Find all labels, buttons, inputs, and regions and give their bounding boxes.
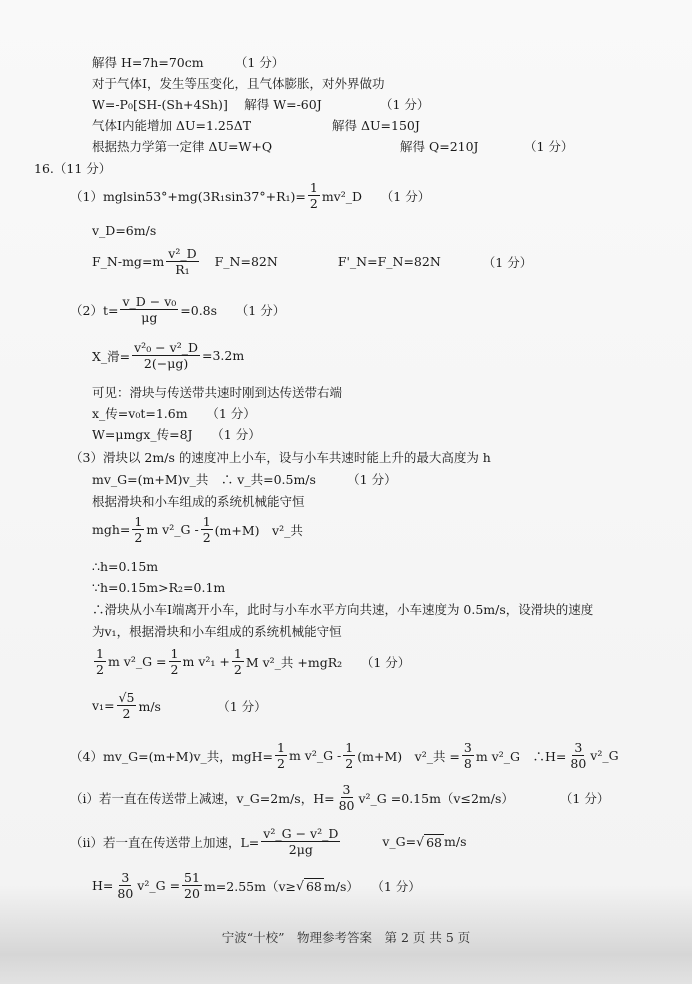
page-footer: 宁波“十校” 物理参考答案 第 2 页 共 5 页 (221, 930, 471, 945)
line-first-law: 根据热力学第一定律 ΔU=W+Q (92, 139, 273, 154)
eq-max-height: mgh= $\frac{1}{2}$ m v²_G - $\frac{1}{2}$ (m+M) v²_共 (92, 514, 303, 545)
line-energy-conservation: 根据滑块和小车组成的系统机械能守恒 (92, 494, 305, 509)
line-work-eq: W=-P₀[SH-(Sh+4Sh)] 解得 W=-60J (92, 97, 322, 112)
line-gas-isobaric: 对于气体I，发生等压变化，且气体膨胀，对外界做功 (92, 76, 385, 91)
line-belt-displacement: x_传=v₀t=1.6m （1 分） (92, 406, 256, 421)
line-observation: 可见：滑块与传送带共速时刚到达传送带右端 (92, 385, 343, 400)
eq-H-result: H= $\frac{3}{80}$ v²_G = $\frac{51}{20}$ m=2.55m（v≥ √ 68 m/s） （1 分） (92, 870, 421, 901)
line-leave-cart: ∴滑块从小车I端离开小车，此时与小车水平方向共速，小车速度为 0.5m/s，设滑块的速度 (92, 602, 594, 617)
eq-time: （2）t= $\frac{\text{v\_D − v₀}}{\mu g}$ =0.8s （1 分） (70, 294, 286, 325)
line-first-law-solve: 解得 Q=210J (400, 139, 479, 154)
line-momentum: mv_G=(m+M)v_共 ∴ v_共=0.5m/s （1 分） (92, 472, 397, 487)
line-h-result: ∴h=0.15m (92, 559, 159, 574)
line-h-compare: ∵h=0.15m>R₂=0.1m (92, 580, 226, 595)
eq-v1-result: v₁= $\frac{√5}{2}$ m/s （1 分） (92, 690, 267, 721)
line-vd: v_D=6m/s (92, 223, 157, 238)
line-internal-energy-solve: 解得 ΔU=150J (332, 118, 420, 133)
eq-case-i: （i）若一直在传送带上减速，v_G=2m/s，H= $\frac{3}{80}$ v²_G =0.15m（v≤2m/s） （1 分） (70, 782, 610, 813)
line-part3-intro: （3）滑块以 2m/s 的速度冲上小车，设与小车共速时能上升的最大高度为 h (70, 450, 491, 465)
line-solve-H: 解得 H=7h=70cm （1 分） (92, 55, 285, 70)
eq-energy-part1: （1）mglsin53°+mg(3R₁sin37°+R₁)= $\frac{1}{2}$ mv²_D （1 分） (70, 180, 431, 211)
eq-energy-v1: $\frac{1}{2}$ m v²_G = $\frac{1}{2}$ m v²₁ + $\frac{1}{2}$ M v²_共 +mgR₂ （1 分） (96, 646, 411, 677)
eq-normal-force: F_N-mg=m $\frac{\text{v²\_D}}{\text{R₁}}$ F_N=82N F'_N=F_N=82N （1 分） (92, 246, 533, 277)
eq-part4: （4）mv_G=(m+M)v_共，mgH= $\frac{1}{2}$ m v²_G - $\frac{1}{2}$ (m+M) v²_共 = $\frac{3}{8}$ m v²_G ∴H= $\frac{3}{80}$ v²_G (70, 740, 619, 771)
line-work-score: （1 分） (380, 97, 430, 112)
line-internal-energy: 气体I内能增加 ΔU=1.25ΔT (92, 118, 252, 133)
eq-displacement: X_滑= $\frac{\text{v²₀ − v²\_D}}{2(-\mu g)}$ =3.2m (92, 340, 245, 371)
question-16-heading: 16.（11 分） (34, 161, 112, 176)
line-first-law-score: （1 分） (524, 139, 574, 154)
line-work-friction: W=μmgx_传=8J （1 分） (92, 427, 261, 442)
line-leave-cart-2: 为v₁，根据滑块和小车组成的系统机械能守恒 (92, 624, 342, 639)
eq-case-ii: （ii）若一直在传送带上加速，L= $\frac{\text{v²\_G − v²\_D}}{2\mu g}$ v_G= √ 68 m/s (70, 826, 467, 857)
